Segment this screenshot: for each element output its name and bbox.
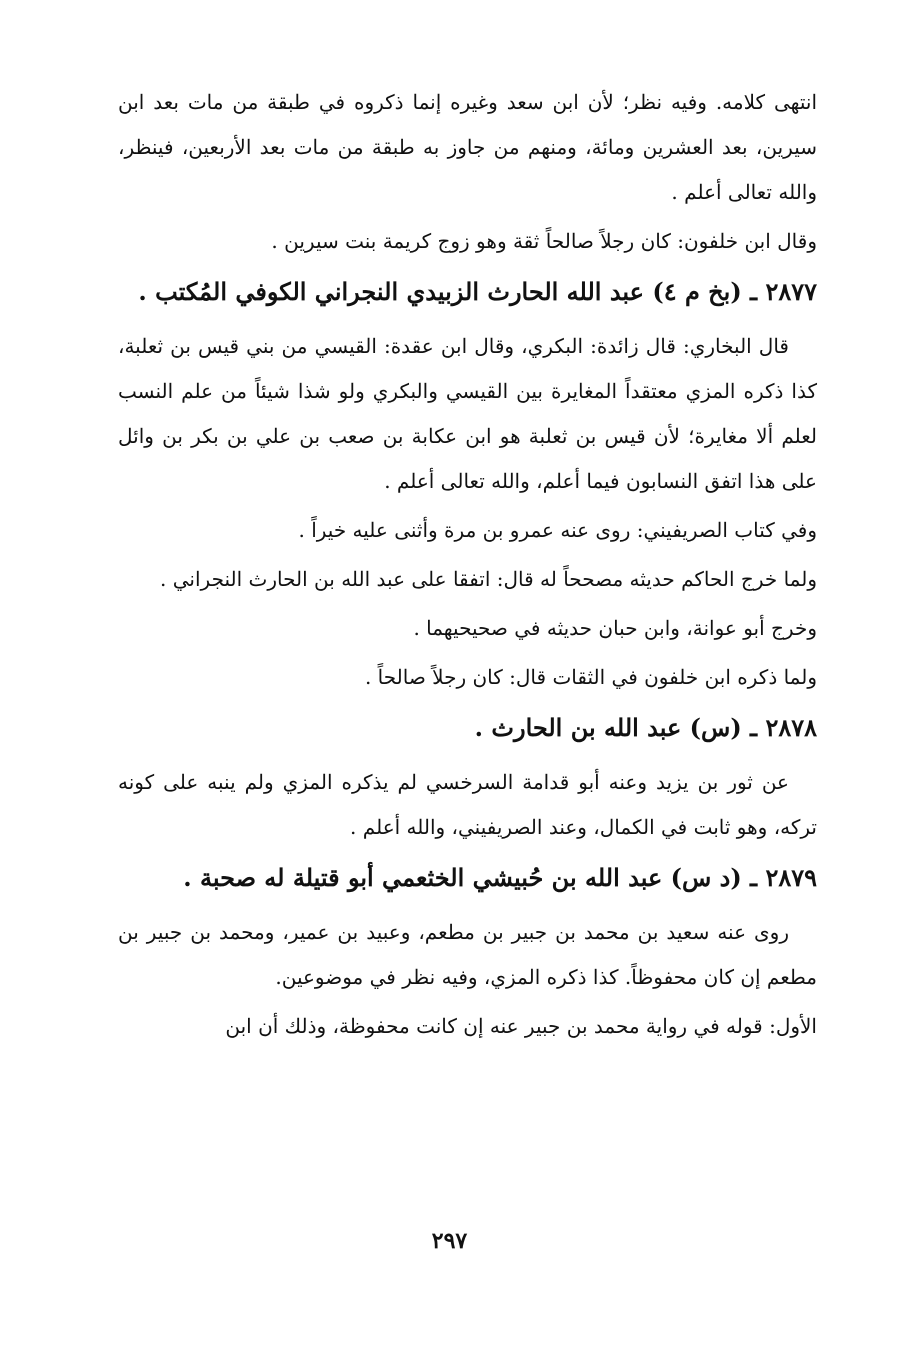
paragraph: الأول: قوله في رواية محمد بن جبير عنه إن كانت محفوظة، وذلك أن ابن xyxy=(225,1014,817,1038)
paragraph: وفي كتاب الصريفيني: روى عنه عمرو بن مرة وأثنى عليه خيراً . xyxy=(298,518,817,542)
entry-heading-2878: ٢٨٧٨ ـ (س) عبد الله بن الحارث . xyxy=(474,713,817,742)
paragraph: وقال ابن خلفون: كان رجلاً صالحاً ثقة وهو زوج كريمة بنت سيرين . xyxy=(271,229,817,253)
entry-heading-2879: ٢٨٧٩ ـ (د س) عبد الله بن حُبيشي الخثعمي أبو قتيلة له صحبة . xyxy=(183,863,817,892)
paragraph: روى عنه سعيد بن محمد بن جبير بن مطعم، وعبيد بن عمير، ومحمد بن جبير بن مطعم إن كان محفوظاً. كذا ذكره المزي، وفيه نظر في موضوعين. xyxy=(118,920,817,989)
paragraph: ولما خرج الحاكم حديثه مصححاً له قال: اتفقا على عبد الله بن الحارث النجراني . xyxy=(160,567,817,591)
paragraph: عن ثور بن يزيد وعنه أبو قدامة السرخسي لم يذكره المزي ولم ينبه على كونه تركه، وهو ثابت في الكمال، وعند الصريفيني، والله أعلم . xyxy=(118,770,817,839)
paragraph: وخرج أبو عوانة، وابن حبان حديثه في صحيحيهما . xyxy=(413,616,817,640)
paragraph: قال البخاري: قال زائدة: البكري، وقال ابن عقدة: القيسي من بني قيس بن ثعلبة، كذا ذكره المزي معتقداً المغايرة بين القيسي والبكري ولو شذا شيئاً من علم النسب لعلم ألا مغايرة؛ لأن قيس بن ثعلبة هو ابن عكابة بن صعب بن علي بن بكر بن وائل على هذا اتفق النسابون فيما أعلم، والله تعالى أعلم . xyxy=(118,334,817,493)
paragraph: انتهى كلامه. وفيه نظر؛ لأن ابن سعد وغيره إنما ذكروه في طبقة من مات بعد ابن سيرين، بعد العشرين ومائة، ومنهم من جاوز به طبقة من مات بعد الأربعين، فينظر، والله تعالى أعلم . xyxy=(118,90,817,204)
page-number: ٢٩٧ xyxy=(431,1228,468,1254)
entry-heading-2877: ٢٨٧٧ ـ (بخ م ٤) عبد الله الحارث الزبيدي النجراني الكوفي المُكتب . xyxy=(138,277,817,306)
paragraph: ولما ذكره ابن خلفون في الثقات قال: كان رجلاً صالحاً . xyxy=(364,665,817,689)
